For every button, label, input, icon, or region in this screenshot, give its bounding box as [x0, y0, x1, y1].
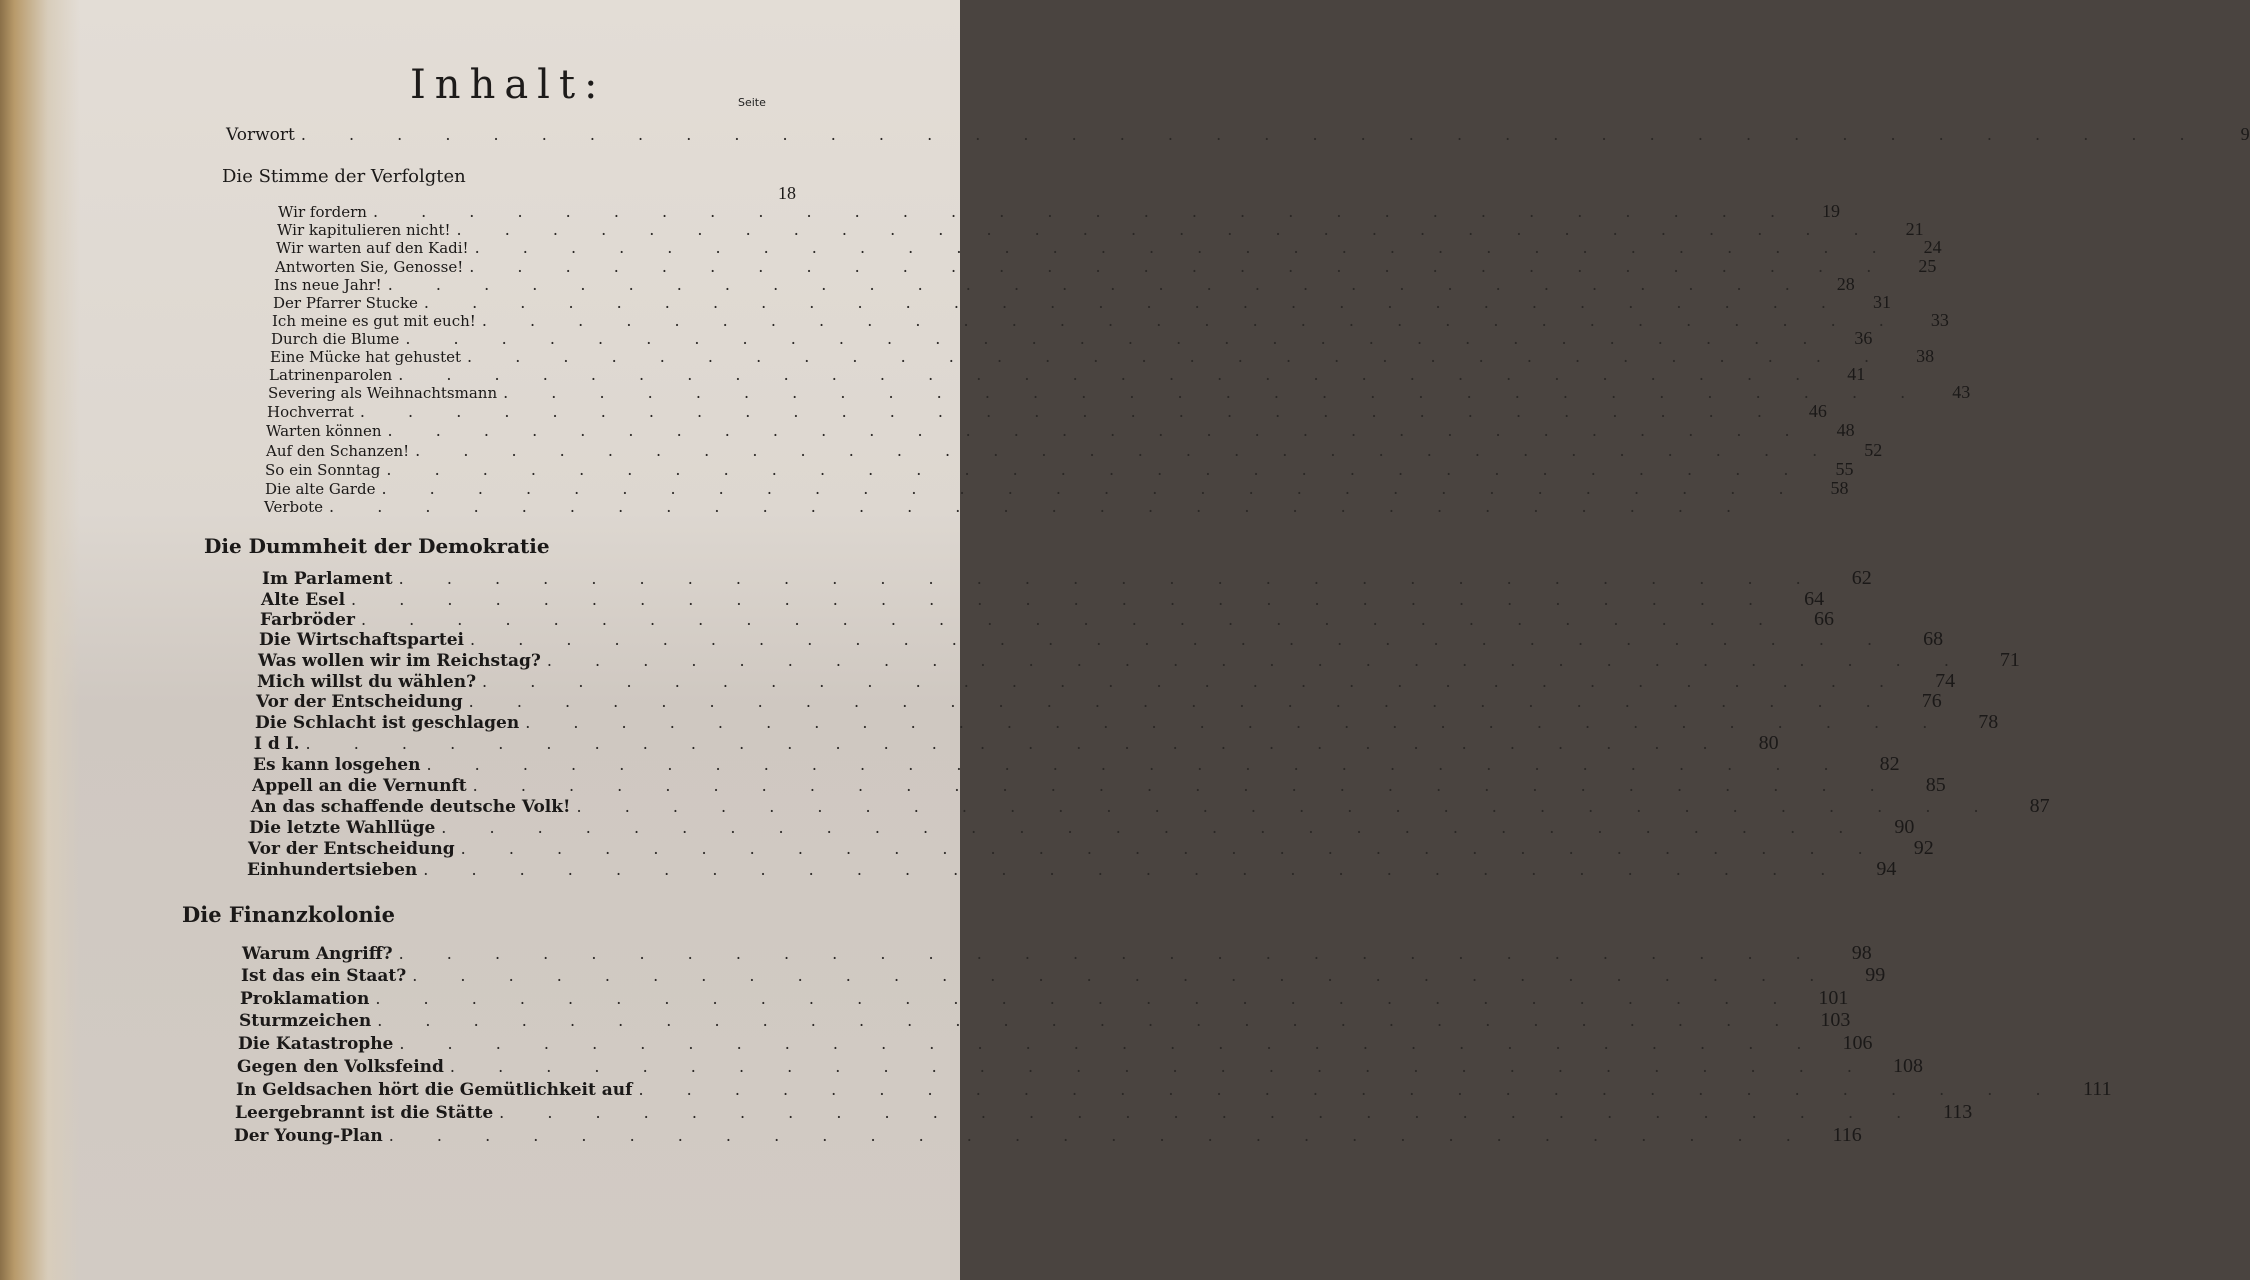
toc-entry-page: 76: [1921, 690, 1942, 712]
toc-entry-page: 46: [1808, 401, 1827, 421]
toc-entry: [234, 1124, 1862, 1147]
toc-entry-title: Wir kapitulieren nicht!: [277, 221, 451, 239]
toc-entry-page: 78: [1978, 711, 1999, 733]
toc-entry-page: 31: [1873, 292, 1891, 312]
toc-entry: [252, 774, 1946, 797]
toc-entry-page: 62: [1851, 567, 1872, 589]
leader-dots: . . . . . . . . . . . . . . . . . . . . . . . . . . . . . .: [546, 651, 1968, 670]
toc-entry-page: 36: [1854, 328, 1873, 348]
toc-entry-page: 43: [1952, 382, 1971, 402]
leader-dots: . . . . . . . . . . . . . . . . . . . . . . . . . . . . . .: [415, 441, 1837, 460]
toc-entry-title: Im Parlament: [262, 569, 393, 589]
toc-entry-title: Wir fordern: [278, 203, 367, 221]
leader-dots: . . . . . . . . . . . . . . . . . . . . . . . . . . . . . .: [387, 421, 1809, 440]
toc-entry: [240, 987, 1849, 1010]
leader-dots: . . . . . . . . . . . . . . . . . . . . . . . . . . . . . .: [329, 497, 1751, 516]
toc-entry: [239, 1009, 1851, 1032]
toc-entry: [242, 942, 1872, 965]
leader-dots: . . . . . . . . . . . . . . . . . . . . . . . . . . . . . .: [468, 692, 1890, 711]
leader-dots: . . . . . . . . . . . . . . . . . . . . . . . . . . . . . .: [449, 1057, 1871, 1076]
toc-entry-page: 101: [1818, 987, 1849, 1009]
toc-entry-page: 116: [1832, 1124, 1862, 1146]
leader-dots: . . . . . . . . . . . . . . . . . . . . . . . . . . . . . .: [351, 590, 1773, 609]
leader-dots: . . . . . . . . . . . . . . . . . . . . . . . . . . . . . .: [405, 329, 1827, 348]
toc-entry-page: 113: [1942, 1101, 1973, 1123]
toc-entry-title: Die Schlacht ist geschlagen: [255, 713, 520, 733]
toc-entry-title: Der Pfarrer Stucke: [273, 294, 418, 312]
toc-entry-title: Es kann losgehen: [253, 755, 421, 775]
section-heading-page: 18: [778, 183, 796, 203]
leader-dots: . . . . . . . . . . . . . . . . . . . . . . . . . . . . . .: [481, 311, 1903, 330]
toc-entry-title: Vorwort: [226, 125, 295, 145]
leader-dots: . . . . . . . . . . . . . . . . . . . . . . . . . . . . . .: [456, 220, 1878, 239]
toc-entry-title: Hochverrat: [267, 403, 354, 421]
toc-entry-title: Mich willst du wählen?: [257, 672, 477, 692]
toc-entry-page: 66: [1814, 608, 1835, 630]
toc-entry-title: Antworten Sie, Genosse!: [275, 258, 464, 276]
toc-entry: [264, 497, 1751, 516]
toc-entry: [265, 478, 1849, 499]
leader-dots: . . . . . . . . . . . . . . . . . . . . . . . . . . . . . .: [372, 202, 1795, 221]
toc-entry-title: Wir warten auf den Kadi!: [276, 239, 469, 257]
leader-dots: . . . . . . . . . . . . . . . . . . . . . . . . . . . . . .: [360, 610, 1783, 629]
toc-entry-page: 85: [1925, 774, 1946, 796]
toc-entry-title: Alte Esel: [261, 590, 346, 610]
leader-dots: . . . . . . . . . . . . . . . . . . . . . . . . . . . . . .: [482, 672, 1904, 691]
toc-entry-page: 9: [2240, 124, 2250, 144]
toc-entry-page: 87: [2029, 795, 2050, 817]
toc-entry-page: 48: [1836, 420, 1855, 440]
toc-entry-page: 33: [1930, 310, 1949, 330]
toc-entry-title: Severing als Weihnachtsmann: [268, 384, 498, 402]
toc-entry: [258, 649, 2020, 672]
toc-entry-title: Ist das ein Staat?: [241, 966, 407, 986]
page-column-label: Seite: [738, 96, 766, 109]
toc-entry-page: 106: [1842, 1032, 1873, 1054]
toc-entry: [247, 858, 1897, 881]
toc-entry-title: Leergebrannt ist die Stätte: [235, 1103, 494, 1123]
leader-dots: . . . . . . . . . . . . . . . . . . . . . . . . . . . . . .: [423, 293, 1845, 312]
toc-entry: [276, 237, 1942, 258]
toc-entry: [255, 711, 1999, 734]
toc-entry-title: In Geldsachen hört die Gemütlichkeit auf: [236, 1080, 633, 1100]
leader-dots: . . . . . . . . . . . . . . . . . . . . . . . . . . . . . .: [388, 1126, 1810, 1145]
leader-dots: . . . . . . . . . . . . . . . . . . . . . . . . . . . . . .: [503, 383, 1925, 402]
leader-dots: . . . . . . . . . . . . . . . . . . . . . . . . . . . . . .: [499, 1103, 1921, 1122]
toc-entry: [249, 816, 1915, 839]
leader-dots: . . . . . . . . . . . . . . . . . . . . . . . . . . . . . .: [474, 238, 1896, 257]
toc-entry-page: 71: [1999, 649, 2020, 671]
leader-dots: . . . . . . . . . . . . . . . . . . . . . . . . . . . . . .: [375, 989, 1797, 1008]
toc-entry-page: 41: [1847, 364, 1866, 384]
leader-dots: . . . . . . . . . . . . . . . . . . . . . . . . . . . . . .: [305, 734, 1727, 753]
leader-dots: . . . . . . . . . . . . . . . . . . . . . . . . . . . . . .: [460, 839, 1882, 858]
toc-entry-title: Gegen den Volksfeind: [237, 1057, 444, 1077]
leader-dots: . . . . . . . . . . . . . . . . . . . . . . . . . . . . . .: [470, 630, 1892, 649]
toc-entry-title: I d I.: [254, 734, 300, 754]
toc-entry-title: Die Katastrophe: [238, 1034, 394, 1054]
toc-entry: [237, 1055, 1923, 1078]
toc-entry-title: Verbote: [264, 498, 324, 516]
leader-dots: . . . . . . . . . . . . . . . . . . . . . . . . . . . . . .: [469, 257, 1891, 276]
toc-entry-title: Warum Angriff?: [242, 944, 393, 964]
toc-entry-title: An das schaffende deutsche Volk!: [251, 797, 571, 817]
section-heading: Die Dummheit der Demokratie: [204, 534, 550, 558]
leader-dots: . . . . . . . . . . . . . . . . . . . . . . . . . . . . . .: [399, 1034, 1821, 1053]
toc-entry-title: So ein Sonntag: [265, 461, 381, 479]
toc-entry-page: 28: [1836, 274, 1855, 294]
leader-dots: . . . . . . . . . . . . . . . . . . . . . . . . . . . . . . . . . . . . . . . .: [300, 125, 2204, 144]
toc-entry-title: Der Young-Plan: [234, 1126, 383, 1146]
toc-entry: [236, 1078, 2112, 1101]
toc-entry-title: Was wollen wir im Reichstag?: [258, 651, 541, 671]
toc-entry-page: 92: [1913, 837, 1934, 859]
toc-entry: [248, 837, 1934, 860]
toc-entry-page: 25: [1918, 256, 1937, 276]
toc-entry-title: Die letzte Wahllüge: [249, 818, 436, 838]
section-heading: Die Finanzkolonie: [182, 902, 395, 927]
toc-entry: [262, 567, 1872, 590]
toc-entry-page: 98: [1851, 942, 1872, 964]
toc-entry: [266, 440, 1883, 461]
toc-entry-page: 68: [1923, 628, 1944, 650]
toc-entry: [241, 964, 1886, 987]
toc-entry: [266, 420, 1855, 441]
toc-entry: [268, 382, 1971, 403]
toc-entry-page: 94: [1876, 858, 1897, 880]
toc-entry-title: Warten können: [266, 422, 382, 440]
toc-entry-title: Vor der Entscheidung: [256, 692, 463, 712]
toc-entry-page: 99: [1865, 964, 1886, 986]
toc-entry-page: 103: [1820, 1009, 1851, 1031]
leader-dots: . . . . . . . . . . . . . . . . . . . . . . . . . . . . . .: [412, 966, 1834, 985]
toc-entry-page: 55: [1835, 459, 1854, 479]
toc-entry-page: 24: [1923, 237, 1942, 257]
toc-entry-page: 19: [1822, 201, 1841, 221]
toc-entry: [267, 401, 1827, 422]
toc-entry-title: Durch die Blume: [271, 330, 400, 348]
toc-entry-title: Die Wirtschaftspartei: [259, 630, 465, 650]
toc-entry-page: 111: [2083, 1078, 2112, 1100]
leader-dots: . . . . . . . . . . . . . . . . . . . . . . . . . . . . . .: [398, 365, 1820, 384]
toc-entry-page: 21: [1905, 219, 1924, 239]
leader-dots: . . . . . . . . . . . . . . . . . . . . . . . . . . . . . .: [377, 1011, 1799, 1030]
toc-entry-page: 64: [1804, 588, 1825, 610]
toc-entry: [251, 795, 2050, 818]
toc-entry-title: Farbröder: [260, 610, 355, 630]
leader-dots: . . . . . . . . . . . . . . . . . . . . . . . . . . . . . .: [441, 818, 1863, 837]
toc-entry-title: Appell an die Vernunft: [252, 776, 467, 796]
leader-dots: . . . . . . . . . . . . . . . . . . . . . . . . . . . . . .: [359, 402, 1781, 421]
toc-entry: [265, 459, 1854, 480]
toc-entry-page: 58: [1830, 478, 1849, 498]
toc-entry-title: Ins neue Jahr!: [274, 276, 382, 294]
leader-dots: . . . . . . . . . . . . . . . . . . . . . . . . . . . . . .: [398, 944, 1820, 963]
toc-entry: [259, 628, 1944, 651]
leader-dots: . . . . . . . . . . . . . . . . . . . . . . . . . . . . . .: [426, 755, 1848, 774]
leader-dots: . . . . . . . . . . . . . . . . . . . . . . . . . . . . . .: [387, 275, 1809, 294]
leader-dots: . . . . . . . . . . . . . . . . . . . . . . . . . . . . . .: [525, 713, 1947, 732]
leader-dots: . . . . . . . . . . . . . . . . . . . . . . . . . . . . . .: [381, 479, 1803, 498]
toc-entry: [256, 690, 1942, 713]
section-heading: Die Stimme der Verfolgten: [222, 166, 466, 187]
leader-dots: . . . . . . . . . . . . . . . . . . . . . . . . . . . . . .: [472, 776, 1894, 795]
toc-entry-page: 52: [1864, 440, 1883, 460]
toc-entry-title: Ich meine es gut mit euch!: [272, 312, 476, 330]
book-gutter: [0, 0, 80, 1280]
toc-entry-page: 82: [1879, 753, 1900, 775]
toc-entry-page: 90: [1894, 816, 1915, 838]
toc-entry-page: 74: [1935, 670, 1956, 692]
toc-entry: [235, 1101, 1973, 1124]
page-title: Inhalt:: [410, 62, 607, 108]
toc-entry-title: Einhundertsieben: [247, 860, 418, 880]
toc-entry-page: 38: [1916, 346, 1935, 366]
toc-entry: [253, 753, 1900, 776]
leader-dots: . . . . . . . . . . . . . . . . . . . . . . . . . . . . . .: [467, 347, 1889, 366]
toc-entry-page: 108: [1892, 1055, 1923, 1077]
toc-entry-title: Eine Mücke hat gehustet: [270, 348, 462, 366]
toc-entry: [238, 1032, 1873, 1055]
toc-entry-title: Auf den Schanzen!: [266, 442, 410, 460]
toc-entry-vorwort: [226, 124, 2250, 145]
leader-dots: . . . . . . . . . . . . . . . . . . . . . . . . . . . . . .: [423, 860, 1845, 879]
leader-dots: . . . . . . . . . . . . . . . . . . . . . . . . . . . . . .: [576, 797, 1998, 816]
toc-entry-title: Sturmzeichen: [239, 1011, 372, 1031]
toc-entry-title: Latrinenparolen: [269, 366, 393, 384]
toc-entry-page: 80: [1758, 732, 1779, 754]
leader-dots: . . . . . . . . . . . . . . . . . . . . . . . . . . . . . .: [386, 460, 1808, 479]
leader-dots: . . . . . . . . . . . . . . . . . . . . . . . . . . . . . .: [638, 1080, 2060, 1099]
leader-dots: . . . . . . . . . . . . . . . . . . . . . . . . . . . . . .: [398, 569, 1820, 588]
toc-entry-title: Die alte Garde: [265, 480, 376, 498]
toc-entry: [254, 732, 1779, 755]
toc-entry-title: Vor der Entscheidung: [248, 839, 455, 859]
toc-entry-title: Proklamation: [240, 989, 370, 1009]
